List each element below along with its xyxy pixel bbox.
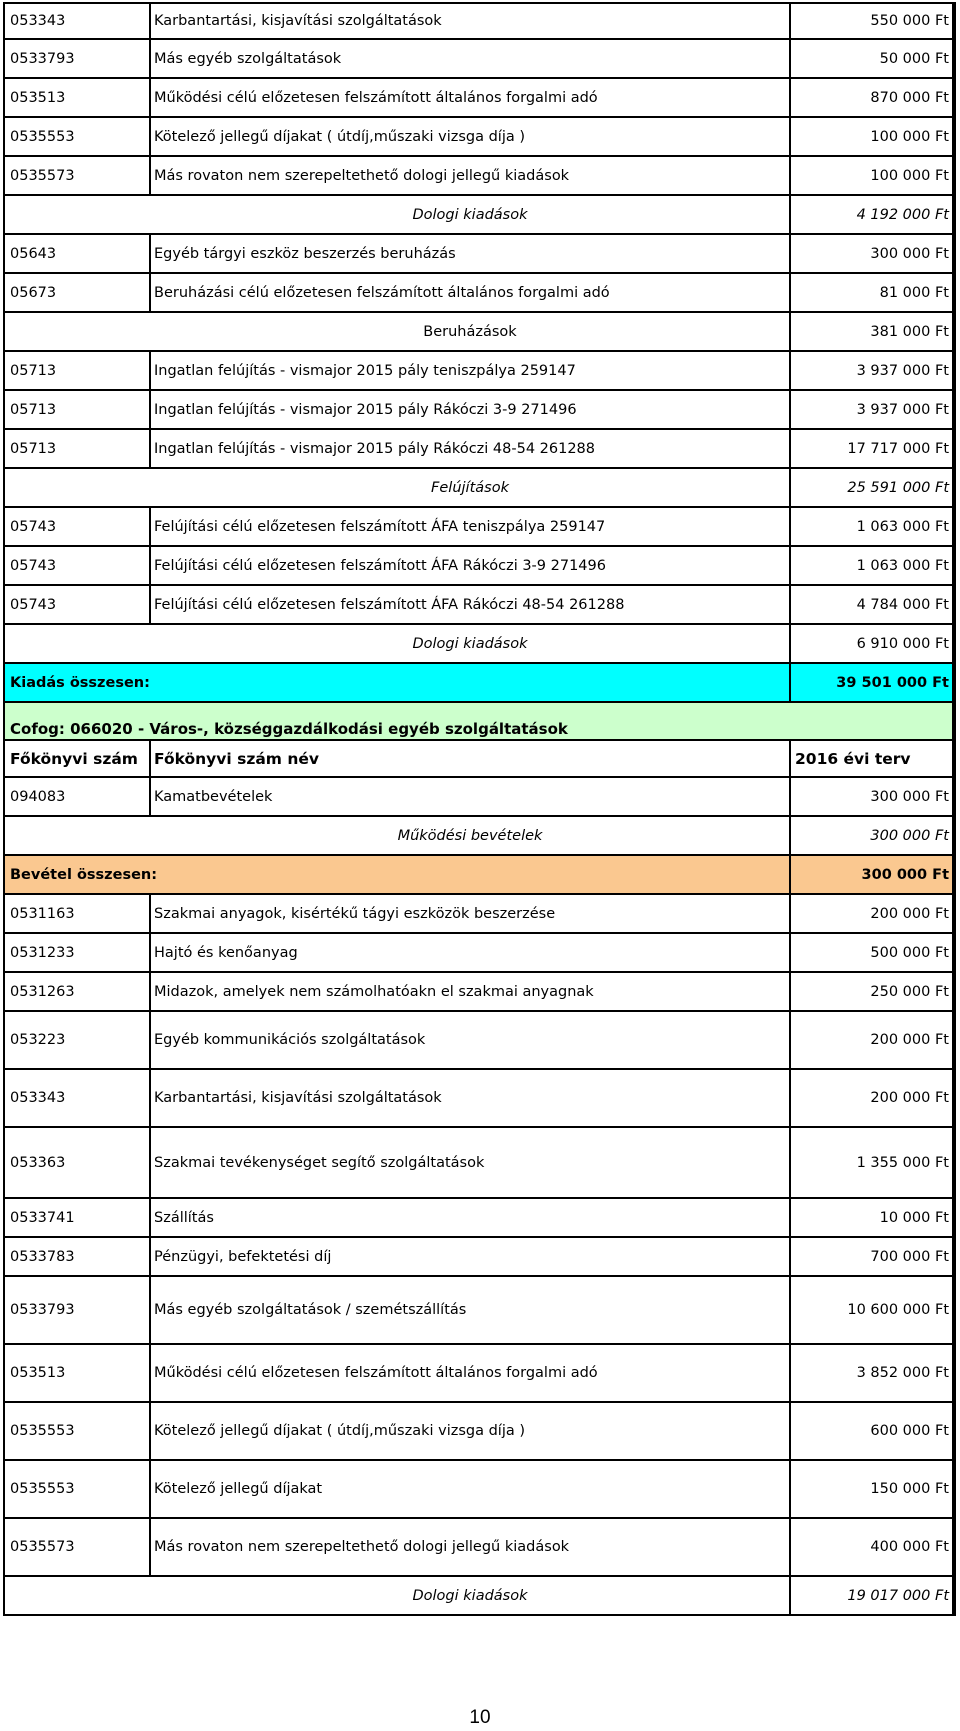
amount: 600 000 Ft xyxy=(870,1423,949,1439)
account-name: Kötelező jellegű díjakat xyxy=(151,1461,791,1517)
table-row xyxy=(3,352,956,391)
account-name: Ingatlan felújítás - vismajor 2015 pály Rákóczi 48-54 261288 xyxy=(151,430,791,467)
account-name: Ingatlan felújítás - vismajor 2015 pály teniszpálya 259147 xyxy=(151,352,791,389)
subtotal-label: Dologi kiadások xyxy=(151,1577,791,1614)
amount: 17 717 000 Ft xyxy=(847,440,949,457)
account-name: Hajtó és kenőanyag xyxy=(151,934,791,971)
table-row xyxy=(3,79,956,118)
account-code: 0535573 xyxy=(5,157,151,194)
table-row xyxy=(3,586,956,625)
account-name: Más rovaton nem szerepeltethető dologi jellegű kiadások xyxy=(151,157,791,194)
subtotal-row xyxy=(3,625,956,664)
account-name: Felújítási célú előzetesen felszámított ÁFA Rákóczi 3-9 271496 xyxy=(151,547,791,584)
account-code: 05713 xyxy=(5,352,151,389)
account-code: 0535553 xyxy=(5,1403,151,1459)
account-code: 0533741 xyxy=(5,1199,151,1236)
account-name: Egyéb kommunikációs szolgáltatások xyxy=(151,1012,791,1068)
account-name: Más egyéb szolgáltatások / szemétszállítás xyxy=(151,1277,791,1343)
table-row xyxy=(3,235,956,274)
account-code: 05743 xyxy=(5,508,151,545)
amount: 550 000 Ft xyxy=(870,13,949,29)
account-code: 05713 xyxy=(5,391,151,428)
amount: 50 000 Ft xyxy=(879,50,949,67)
subtotal-row xyxy=(3,469,956,508)
account-code: 05743 xyxy=(5,586,151,623)
amount: 10 600 000 Ft xyxy=(847,1302,949,1318)
account-code: 053343 xyxy=(5,4,151,38)
page-number: 10 xyxy=(469,1707,491,1728)
table-row xyxy=(3,40,956,79)
amount: 10 000 Ft xyxy=(879,1209,949,1226)
total-label: Kiadás összesen: xyxy=(5,664,791,701)
subtotal-amount: 6 910 000 Ft xyxy=(856,635,949,652)
amount: 200 000 Ft xyxy=(870,905,949,922)
header-name: Főkönyvi szám név xyxy=(151,741,791,776)
table-row xyxy=(3,118,956,157)
account-code: 053513 xyxy=(5,79,151,116)
table-row xyxy=(3,430,956,469)
table-row xyxy=(3,1199,956,1238)
account-code: 0533793 xyxy=(5,40,151,77)
account-code: 0535553 xyxy=(5,118,151,155)
amount: 3 937 000 Ft xyxy=(856,401,949,418)
cofog-header xyxy=(3,703,956,739)
account-code: 0531263 xyxy=(5,973,151,1010)
account-name: Kötelező jellegű díjakat ( útdíj,műszaki vizsga díja ) xyxy=(151,118,791,155)
account-name: Karbantartási, kisjavítási szolgáltatások xyxy=(151,1070,791,1126)
header-plan: 2016 évi terv xyxy=(795,749,911,768)
account-code: 0533793 xyxy=(5,1277,151,1343)
account-name: Ingatlan felújítás - vismajor 2015 pály Rákóczi 3-9 271496 xyxy=(151,391,791,428)
amount: 500 000 Ft xyxy=(870,944,949,961)
amount: 200 000 Ft xyxy=(870,1032,949,1048)
table-row xyxy=(3,157,956,196)
account-code: 05643 xyxy=(5,235,151,272)
amount: 4 784 000 Ft xyxy=(856,596,949,613)
account-code: 0533783 xyxy=(5,1238,151,1275)
table-row xyxy=(3,1012,956,1070)
subtotal-row xyxy=(3,1577,956,1616)
subtotal-label: Felújítások xyxy=(151,469,791,506)
amount: 700 000 Ft xyxy=(870,1248,949,1265)
account-name: Más egyéb szolgáltatások xyxy=(151,40,791,77)
budget-table xyxy=(3,2,956,1616)
empty-cell xyxy=(5,625,151,662)
column-header-row xyxy=(3,739,956,778)
account-code: 0531163 xyxy=(5,895,151,932)
header-code: Főkönyvi szám xyxy=(5,741,151,776)
subtotal-label: Beruházások xyxy=(151,313,791,350)
subtotal-amount: 19 017 000 Ft xyxy=(847,1587,949,1604)
amount: 400 000 Ft xyxy=(870,1539,949,1555)
account-code: 053343 xyxy=(5,1070,151,1126)
subtotal-amount: 381 000 Ft xyxy=(870,323,949,340)
amount: 300 000 Ft xyxy=(870,245,949,262)
subtotal-amount: 25 591 000 Ft xyxy=(847,479,949,496)
account-code: 0535573 xyxy=(5,1519,151,1575)
table-row xyxy=(3,1461,956,1519)
account-code: 05743 xyxy=(5,547,151,584)
table-row xyxy=(3,1345,956,1403)
total-amount: 39 501 000 Ft xyxy=(836,674,949,691)
table-row xyxy=(3,2,956,40)
account-code: 053513 xyxy=(5,1345,151,1401)
account-code: 05713 xyxy=(5,430,151,467)
account-name: Egyéb tárgyi eszköz beszerzés beruházás xyxy=(151,235,791,272)
table-row xyxy=(3,391,956,430)
account-code: 05673 xyxy=(5,274,151,311)
total-label: Bevétel összesen: xyxy=(5,856,791,893)
amount: 100 000 Ft xyxy=(870,128,949,145)
account-name: Működési célú előzetesen felszámított általános forgalmi adó xyxy=(151,1345,791,1401)
amount: 100 000 Ft xyxy=(870,167,949,184)
subtotal-label: Működési bevételek xyxy=(151,817,791,854)
empty-cell xyxy=(5,817,151,854)
table-row xyxy=(3,895,956,934)
total-row xyxy=(3,856,956,895)
amount: 1 063 000 Ft xyxy=(856,518,949,535)
table-row xyxy=(3,973,956,1012)
account-code: 094083 xyxy=(5,778,151,815)
table-row xyxy=(3,1403,956,1461)
account-name: Karbantartási, kisjavítási szolgáltatások xyxy=(151,4,791,38)
account-name: Működési célú előzetesen felszámított általános forgalmi adó xyxy=(151,79,791,116)
table-row xyxy=(3,778,956,817)
table-row xyxy=(3,1238,956,1277)
subtotal-row xyxy=(3,313,956,352)
cofog-title: Cofog: 066020 - Város-, községgazdálkodási egyéb szolgáltatások xyxy=(10,720,568,738)
account-code: 053223 xyxy=(5,1012,151,1068)
account-name: Más rovaton nem szerepeltethető dologi jellegű kiadások xyxy=(151,1519,791,1575)
subtotal-row xyxy=(3,817,956,856)
account-name: Pénzügyi, befektetési díj xyxy=(151,1238,791,1275)
table-row xyxy=(3,1128,956,1199)
account-name: Kamatbevételek xyxy=(151,778,791,815)
subtotal-label: Dologi kiadások xyxy=(151,196,791,233)
empty-cell xyxy=(5,196,151,233)
table-row xyxy=(3,274,956,313)
amount: 3 937 000 Ft xyxy=(856,362,949,379)
table-row xyxy=(3,1277,956,1345)
empty-cell xyxy=(5,469,151,506)
subtotal-label: Dologi kiadások xyxy=(151,625,791,662)
empty-cell xyxy=(5,313,151,350)
account-name: Szakmai anyagok, kisértékű tágyi eszközök beszerzése xyxy=(151,895,791,932)
account-code: 0531233 xyxy=(5,934,151,971)
amount: 200 000 Ft xyxy=(870,1090,949,1106)
amount: 300 000 Ft xyxy=(870,788,949,805)
account-name: Beruházási célú előzetesen felszámított általános forgalmi adó xyxy=(151,274,791,311)
account-name: Szakmai tevékenységet segítő szolgáltatások xyxy=(151,1128,791,1197)
table-row xyxy=(3,508,956,547)
subtotal-amount: 300 000 Ft xyxy=(870,827,949,844)
empty-cell xyxy=(5,1577,151,1614)
subtotal-row xyxy=(3,196,956,235)
table-row xyxy=(3,1519,956,1577)
account-name: Midazok, amelyek nem számolhatóakn el szakmai anyagnak xyxy=(151,973,791,1010)
subtotal-amount: 4 192 000 Ft xyxy=(856,206,949,223)
amount: 250 000 Ft xyxy=(870,983,949,1000)
account-name: Felújítási célú előzetesen felszámított ÁFA Rákóczi 48-54 261288 xyxy=(151,586,791,623)
account-name: Kötelező jellegű díjakat ( útdíj,műszaki vizsga díja ) xyxy=(151,1403,791,1459)
account-name: Szállítás xyxy=(151,1199,791,1236)
table-row xyxy=(3,1070,956,1128)
total-amount: 300 000 Ft xyxy=(861,866,949,883)
amount: 150 000 Ft xyxy=(870,1481,949,1497)
amount: 3 852 000 Ft xyxy=(856,1365,949,1381)
amount: 1 355 000 Ft xyxy=(856,1154,949,1171)
amount: 81 000 Ft xyxy=(879,284,949,301)
account-code: 0535553 xyxy=(5,1461,151,1517)
total-row xyxy=(3,664,956,703)
table-row xyxy=(3,934,956,973)
account-code: 053363 xyxy=(5,1128,151,1197)
account-name: Felújítási célú előzetesen felszámított ÁFA teniszpálya 259147 xyxy=(151,508,791,545)
amount: 870 000 Ft xyxy=(870,89,949,106)
amount: 1 063 000 Ft xyxy=(856,557,949,574)
table-row xyxy=(3,547,956,586)
